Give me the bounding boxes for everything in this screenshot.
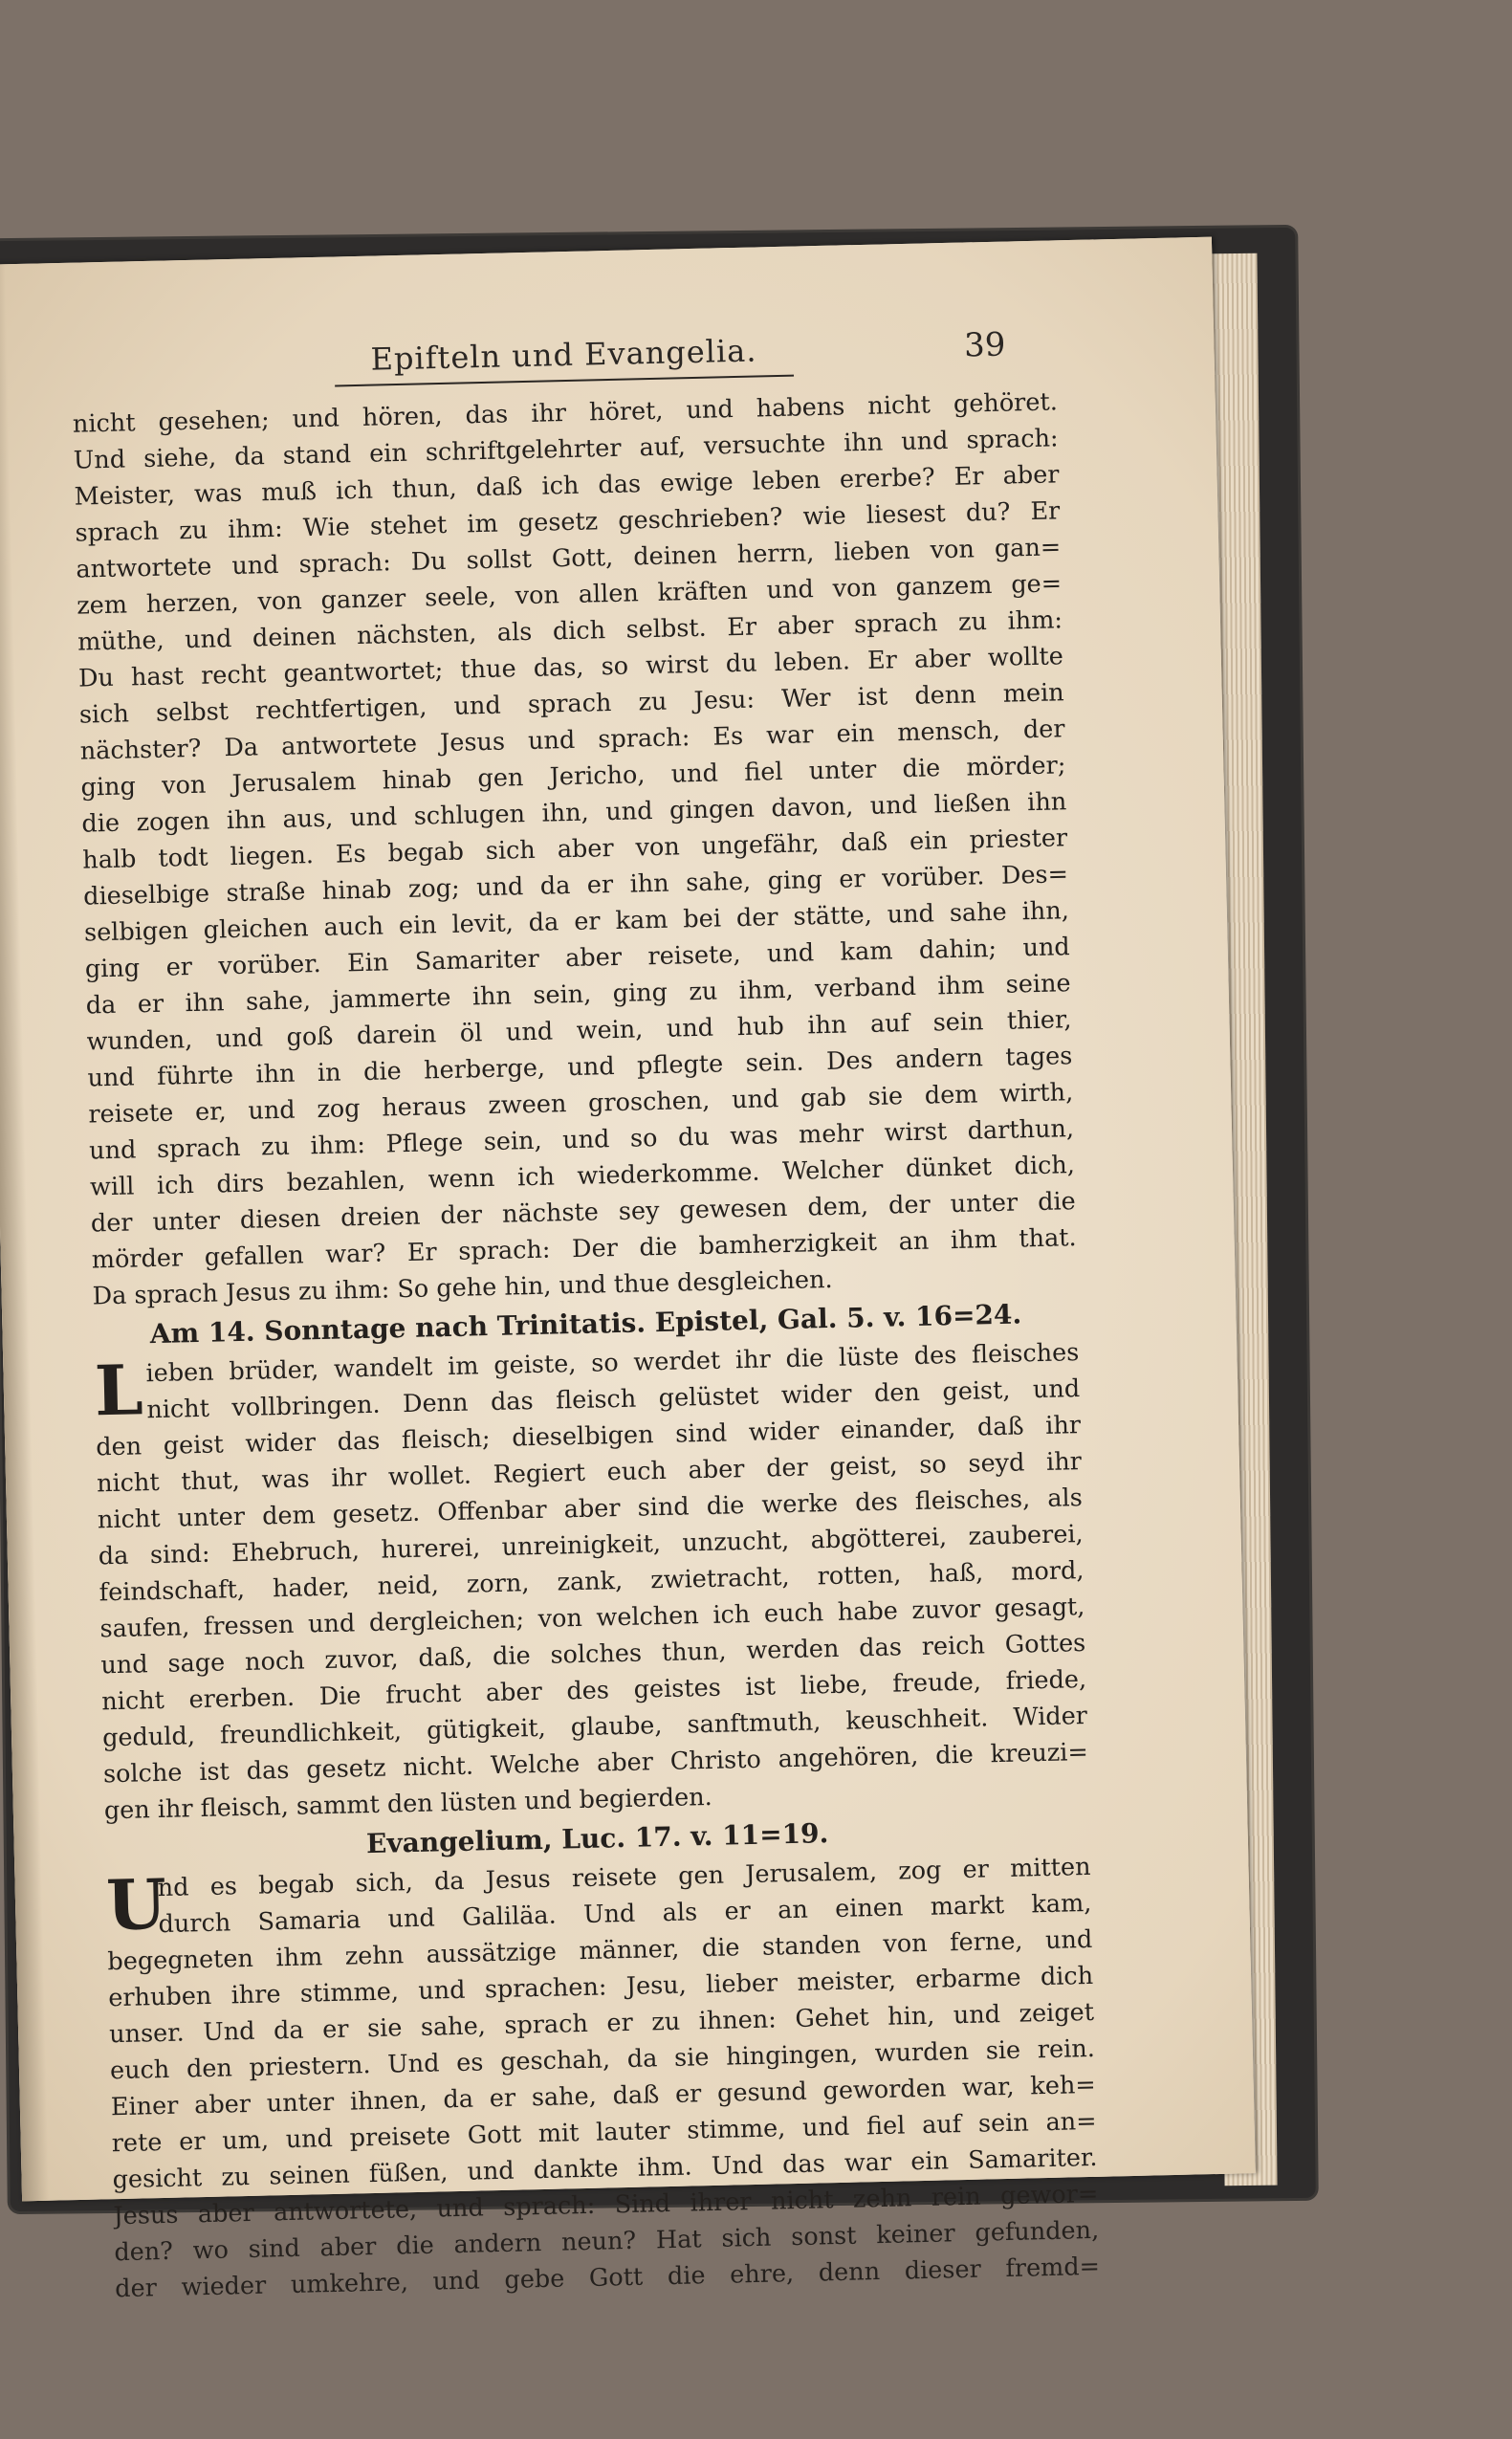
- text-line: unser. Und da er sie sahe, sprach er zu ihnen: Gehet hin, und zeiget: [108, 1997, 1095, 2050]
- text-line: erhuben ihre stimme, und sprachen: Jesu, lieber meister, erbarme dich: [108, 1961, 1094, 2013]
- epistle-text: [94, 1334, 1089, 1829]
- dropcap-initial: L: [94, 1349, 144, 1432]
- dropcap-initial: U: [105, 1862, 167, 1946]
- text-line: und sprach zu ihm: Pflege sein, und so du was mehr wirst darthun,: [88, 1114, 1075, 1166]
- text-line: zem herzen, von ganzer seele, von allen kräften und von ganzem ge=: [76, 569, 1063, 621]
- text-line: ging von Jerusalem hinab gen Jericho, und fiel unter die mörder;: [80, 751, 1066, 802]
- gospel-heading: Evangelium, Luc. 17. v. 11=19.: [365, 1817, 829, 1860]
- text-line: ieben brüder, wandelt im geiste, so werdet ihr die lüste des fleisches: [145, 1338, 1080, 1389]
- text-line: und führte ihn in die herberge, und pflegte sein. Des andern tages: [87, 1042, 1073, 1093]
- book-page: [0, 237, 1256, 2304]
- text-line: nächster? Da antwortete Jesus und sprach: Es war ein mensch, der: [79, 714, 1065, 766]
- text-line: da sind: Ehebruch, hurerei, unreinigkeit, unzucht, abgötterei, zauberei,: [98, 1520, 1084, 1571]
- running-head: Epifteln und Evangelia.: [334, 327, 794, 387]
- text-line: sich selbst rechtfertigen, und sprach zu Jesu: Wer ist denn mein: [78, 678, 1064, 730]
- text-line: Und siehe, da stand ein schriftgelehrter auf, versuchte ihn und sprach:: [73, 424, 1059, 475]
- text-line: durch Samaria und Galiläa. Und als er an einen markt kam,: [158, 1888, 1092, 1940]
- text-line: Jesus aber antwortete, und sprach: Sind ihrer nicht zehn rein gewor=: [113, 2179, 1099, 2231]
- text-line: die zogen ihn aus, und schlugen ihn, und gingen davon, und ließen ihn: [81, 787, 1067, 839]
- text-line: wunden, und goß darein öl und wein, und hub ihn auf sein thier,: [86, 1005, 1072, 1057]
- text-line: Einer aber unter ihnen, da er sahe, daß er gesund geworden war, keh=: [110, 2070, 1097, 2122]
- text-block: [73, 384, 1101, 2307]
- text-line: begegneten ihm zehn aussätzige männer, die standen von ferne, und: [107, 1924, 1093, 1977]
- text-line: da er ihn sahe, jammerte ihn sein, ging zu ihm, verband ihm seine: [85, 969, 1071, 1021]
- text-line: dieselbige straße hinab zog; und da er ihn sahe, ging er vorüber. Des=: [82, 860, 1069, 912]
- text-line: geduld, freundlichkeit, gütigkeit, glaube, sanftmuth, keuschheit. Wider: [101, 1701, 1088, 1753]
- text-line: der wieder umkehre, und gebe Gott die ehre, denn dieser fremd=: [114, 2252, 1101, 2304]
- text-line: feindschaft, hader, neid, zorn, zank, zwietracht, rotten, haß, mord,: [99, 1556, 1085, 1608]
- epistle-heading: Am 14. Sonntage nach Trinitatis. Epistel, Gal. 5. v. 16=24.: [149, 1298, 1022, 1351]
- text-line: reisete er, und zog heraus zween groschen, und gab sie dem wirth,: [88, 1078, 1074, 1130]
- text-line: der unter diesen dreien der nächste sey gewesen dem, der unter die: [90, 1187, 1077, 1239]
- text-line: halb todt liegen. Es begab sich aber von ungefähr, daß ein priester: [82, 824, 1068, 875]
- text-line: den? wo sind aber die andern neun? Hat sich sonst keiner gefunden,: [114, 2215, 1100, 2268]
- text-line: Du hast recht geantwortet; thue das, so wirst du leben. Er aber wollte: [77, 642, 1064, 693]
- text-line: gen ihr fleisch, sammt den lüsten und begierden.: [103, 1782, 713, 1826]
- text-line: nicht gesehen; und hören, das ihr höret, und habens nicht gehöret.: [72, 387, 1059, 439]
- text-line: saufen, fressen und dergleichen; von welchen ich euch habe zuvor gesagt,: [99, 1593, 1085, 1644]
- text-line: den geist wider das fleisch; dieselbigen sind wider einander, daß ihr: [95, 1411, 1082, 1462]
- text-line: antwortete und sprach: Du sollst Gott, deinen herrn, lieben von gan=: [76, 533, 1062, 584]
- text-line: nicht thut, was ihr wollet. Regiert euch aber der geist, so seyd ihr: [96, 1447, 1083, 1499]
- text-line: sprach zu ihm: Wie stehet im gesetz geschrieben? wie liesest du? Er: [75, 496, 1061, 548]
- text-line: nicht unter dem gesetz. Offenbar aber sind die werke des fleisches, als: [97, 1483, 1084, 1535]
- text-line: rete er um, und preisete Gott mit lauter stimme, und fiel auf sein an=: [111, 2106, 1097, 2159]
- text-line: und sage noch zuvor, daß, die solches thun, werden das reich Gottes: [100, 1628, 1086, 1681]
- text-line: ging er vorüber. Ein Samariter aber reisete, und kam dahin; und: [84, 933, 1071, 984]
- text-line: nicht ererben. Die frucht aber des geistes ist liebe, freude, friede,: [100, 1664, 1087, 1717]
- text-line: nicht vollbringen. Denn das fleisch gelüstet wider den geist, und: [146, 1374, 1081, 1425]
- text-line: mörder gefallen war? Er sprach: Der die bamherzigkeit an ihm that.: [91, 1223, 1077, 1275]
- text-line: solche ist das gesetz nicht. Welche aber Christo angehören, die kreuzi=: [102, 1737, 1089, 1790]
- text-line: Meister, was muß ich thun, daß ich das ewige leben ererbe? Er aber: [74, 460, 1060, 512]
- text-line: gesicht zu seinen füßen, und dankte ihm. Und das war ein Samariter.: [112, 2142, 1098, 2195]
- gospel-continuation: [73, 384, 1078, 1314]
- text-line: müthe, und deinen nächsten, als dich selbst. Er aber sprach zu ihm:: [77, 605, 1063, 657]
- text-line: selbigen gleichen auch ein levit, da er kam bei der stätte, und sahe ihn,: [83, 896, 1070, 948]
- text-line: will ich dirs bezahlen, wenn ich wiederkomme. Welcher dünket dich,: [89, 1151, 1076, 1202]
- text-line: euch den priestern. Und es geschah, da sie hingingen, wurden sie rein.: [109, 2033, 1096, 2086]
- page-number: 39: [963, 325, 1006, 365]
- text-line: Da sprach Jesus zu ihm: So gehe hin, und thue desgleichen.: [92, 1264, 833, 1311]
- gospel-text: [105, 1849, 1100, 2307]
- text-line: nd es begab sich, da Jesus reisete gen Jerusalem, zog er mitten: [157, 1852, 1091, 1903]
